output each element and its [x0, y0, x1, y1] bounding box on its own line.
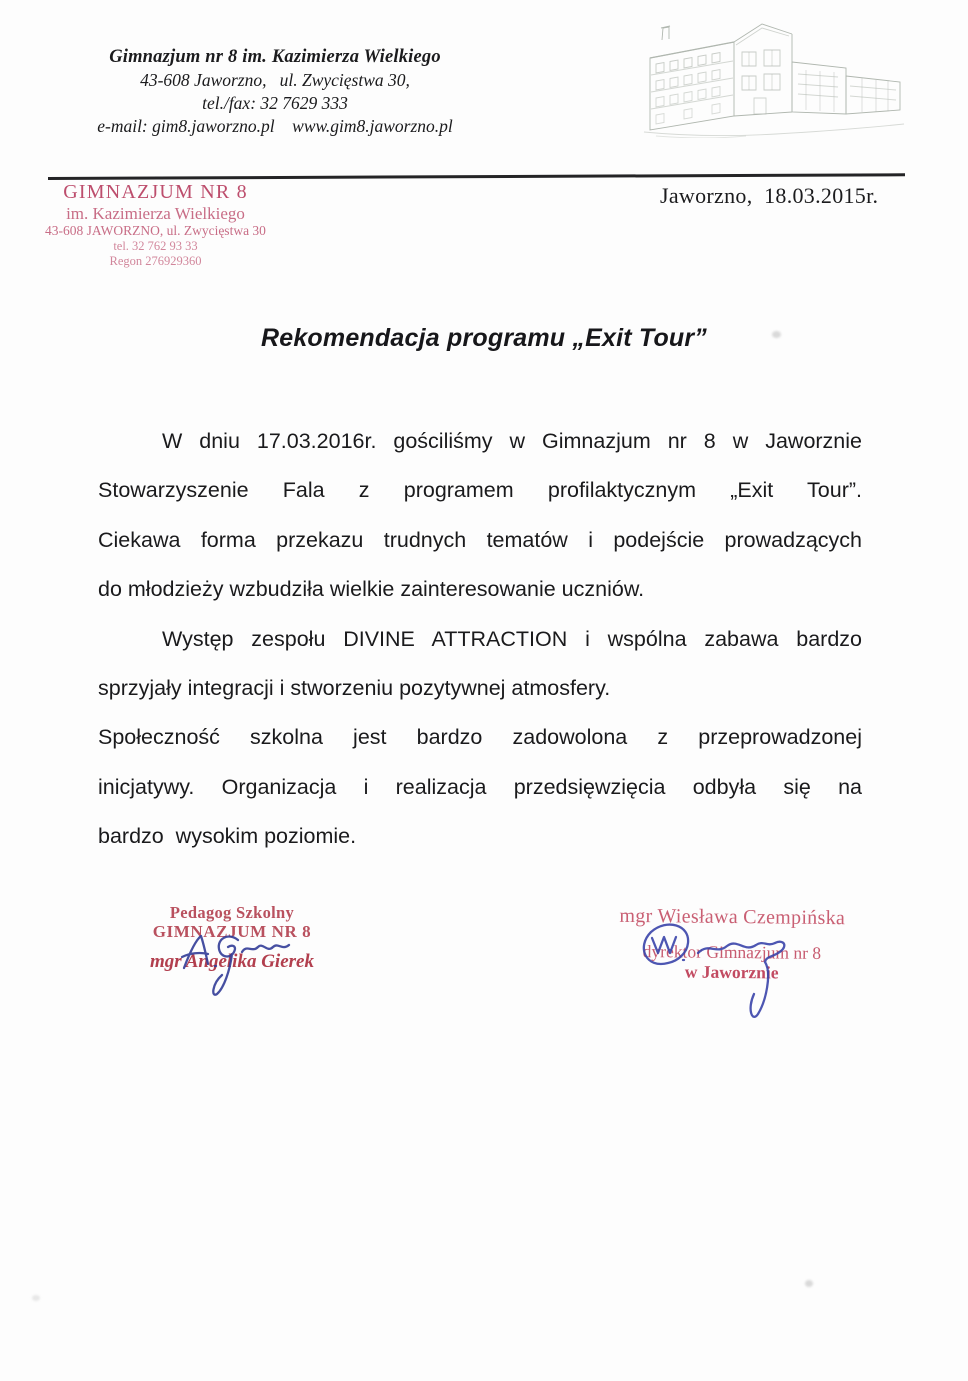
school-address: 43-608 Jaworzno, ul. Zwycięstwa 30,: [140, 70, 410, 90]
bl-line: Stowarzyszenie Fala z programem profilaktycznym „Exit Tour”.: [98, 478, 862, 503]
dateline: Jaworzno, 18.03.2015r.: [660, 183, 879, 208]
school-email: e-mail: gim8.jaworzno.pl www.gim8.jaworzno.pl: [97, 116, 453, 136]
rs-line: dyrektor Gimnazjum nr 8: [642, 941, 822, 963]
scan-speck: [32, 1295, 40, 1301]
bl-line: inicjatywy. Organizacja i realizacja przedsięwzięcia odbyła się na: [98, 774, 862, 799]
hs-line: 43-608 JAWORZNO, ul. Zwycięstwa 30: [45, 223, 266, 238]
letterhead: [70, 46, 480, 138]
hs-line: Regon 276929360: [109, 254, 202, 268]
divider-rule: [48, 173, 905, 179]
bl-line: W dniu 17.03.2016r. gościliśmy w Gimnazjum nr 8 w Jaworznie: [162, 429, 862, 453]
ls-line: mgr Angelika Gierek: [150, 951, 314, 972]
school-building-sketch-icon: [636, 18, 908, 138]
scan-speck: [772, 331, 781, 338]
header-stamp: [28, 181, 283, 269]
bl-line: Występ zespołu DIVINE ATTRACTION i wspólna zabawa bardzo: [162, 626, 862, 651]
school-name: Gimnazjum nr 8 im. Kazimierza Wielkiego: [109, 47, 441, 67]
bl-line: bardzo wysokim poziomie.: [98, 824, 357, 849]
hs-line: im. Kazimierza Wielkiego: [66, 204, 245, 223]
left-handwritten-signature-icon: [170, 926, 305, 1001]
rs-line: w Jaworznie: [684, 961, 779, 983]
school-phone: tel./fax: 32 7629 333: [202, 93, 348, 113]
body-text: [98, 417, 862, 862]
bl-line: Społeczność szkolna jest bardzo zadowolona z przeprowadzonej: [98, 725, 862, 750]
hs-line: GIMNAZJUM NR 8: [63, 181, 248, 203]
right-handwritten-signature-icon: [614, 911, 804, 1036]
bl-line: Ciekawa forma przekazu trudnych tematów i podejście prowadzących: [98, 527, 862, 552]
ls-line: Pedagog Szkolny: [169, 903, 295, 922]
ls-line: GIMNAZJUM NR 8: [152, 922, 312, 941]
rs-line: mgr Wiesława Czempińska: [619, 904, 846, 930]
document-title: Rekomendacja programu „Exit Tour”: [260, 324, 708, 352]
bl-line: do młodzieży wzbudziła wielkie zainteresowanie uczniów.: [98, 577, 645, 602]
scan-speck: [805, 1280, 813, 1287]
hs-line: tel. 32 762 93 33: [113, 239, 198, 253]
bl-line: sprzyjały integracji i stworzeniu pozytywnej atmosfery.: [98, 675, 611, 700]
